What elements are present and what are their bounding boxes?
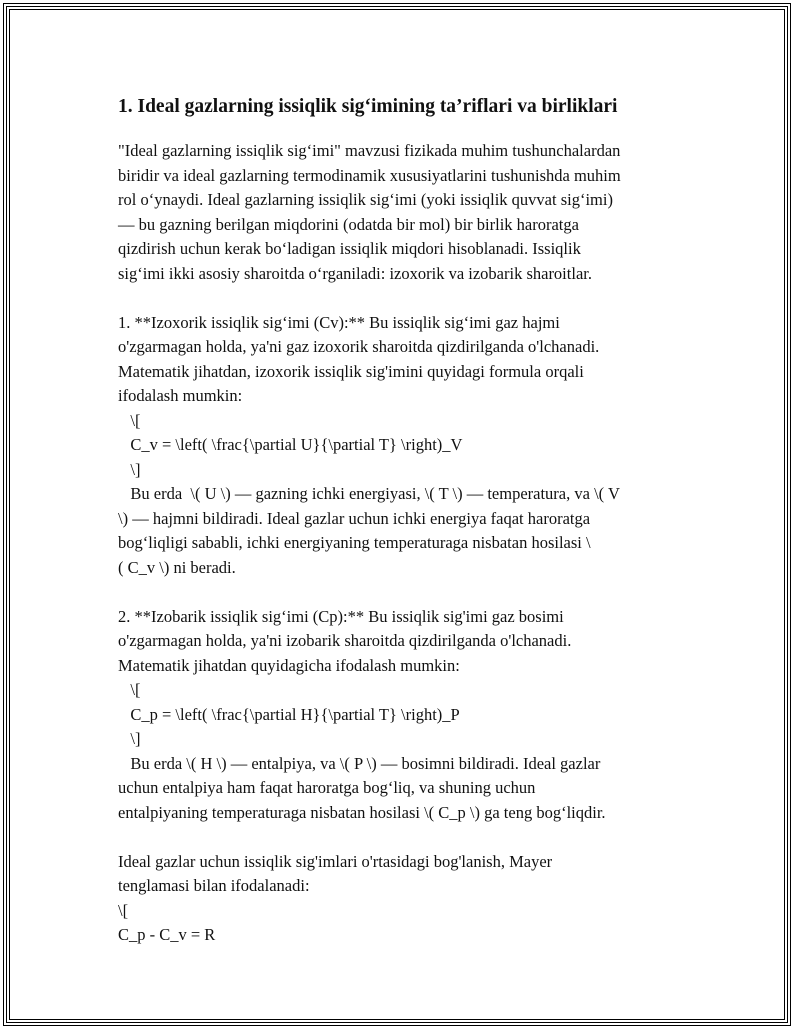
formula-line: \] [118,729,141,748]
paragraph-gap [118,825,688,850]
formula-line: \[ [118,410,141,430]
text-line: Bu erda \( H \) — entalpiya, va \( P \) — bosimni bildiradi. Ideal gazlar [118,753,601,773]
formula-line: C_p = \left( \frac{\partial H}{\partial T} \right)_P [118,704,460,724]
text-line: ifodalash mumkin: [118,386,243,405]
text-line: 1. **Izoxorik issiqlik sig‘imi (Cv):** Bu issiqlik sig‘imi gaz hajmi [118,312,560,332]
text-line: qizdirish uchun kerak bo‘ladigan issiqlik miqdori hisoblanadi. Issiqlik [118,239,581,258]
text-line: sig‘imi ikki asosiy sharoitda o‘rganiladi: izoxorik va izobarik sharoitlar. [118,263,592,283]
text-line: biridir va ideal gazlarning termodinamik xususiyatlarini tushunishda muhim [118,165,621,185]
formula-line: C_p - C_v = R [118,925,216,944]
text-line: "Ideal gazlarning issiqlik sig‘imi" mavzusi fizikada muhim tushunchalardan [118,141,621,160]
text-line: tenglamasi bilan ifodalanadi: [118,876,310,895]
formula-line: C_v = \left( \frac{\partial U}{\partial T} \right)_V [118,435,463,454]
text-line: o'zgarmagan holda, ya'ni gaz izoxorik sharoitda qizdirilganda o'lchanadi. [118,337,600,356]
formula-line: \[ [118,680,141,699]
paragraph-gap [118,580,688,605]
text-line: Bu erda \( U \) — gazning ichki energiyasi, \( T \) — temperatura, va \( V [118,484,620,503]
text-line: Matematik jihatdan quyidagicha ifodalash mumkin: [118,655,460,675]
document-body [118,95,688,948]
text-line: bog‘liqligi sababli, ichki energiyaning temperaturaga nisbatan hosilasi \ [118,533,591,552]
text-line: ( C_v \) ni beradi. [118,557,236,577]
text-line: Ideal gazlar uchun issiqlik sig'imlari o'rtasidagi bog'lanish, Mayer [118,851,553,871]
text-line: rol o‘ynaydi. Ideal gazlarning issiqlik sig‘imi (yoki issiqlik quvvat sig‘imi) [118,190,613,209]
section-isobaric [118,605,688,826]
text-line: \) — hajmni bildiradi. Ideal gazlar uchun ichki energiya faqat haroratga [118,508,591,528]
text-line: 2. **Izobarik issiqlik sig‘imi (Cp):** Bu issiqlik sig'imi gaz bosimi [118,606,564,626]
formula-line: \[ [118,900,129,920]
text-line: o'zgarmagan holda, ya'ni izobarik sharoitda qizdirilganda o'lchanadi. [118,631,572,650]
page-title: 1. Ideal gazlarning issiqlik sig‘imining ta’riflari va birliklari [118,96,618,117]
text-line: uchun entalpiya ham faqat haroratga bog‘liq, va shuning uchun [118,778,536,797]
paragraph-gap [118,286,688,311]
section-isochoric [118,311,688,581]
text-line: Matematik jihatdan, izoxorik issiqlik sig'imini quyidagi formula orqali [118,361,584,381]
intro-paragraph [118,139,688,286]
section-mayer [118,850,688,948]
text-line: — bu gazning berilgan miqdorini (odatda bir mol) bir birlik haroratga [118,214,579,234]
formula-line: \] [118,459,141,479]
text-line: entalpiyaning temperaturaga nisbatan hosilasi \( C_p \) ga teng bog‘liqdir. [118,802,606,822]
